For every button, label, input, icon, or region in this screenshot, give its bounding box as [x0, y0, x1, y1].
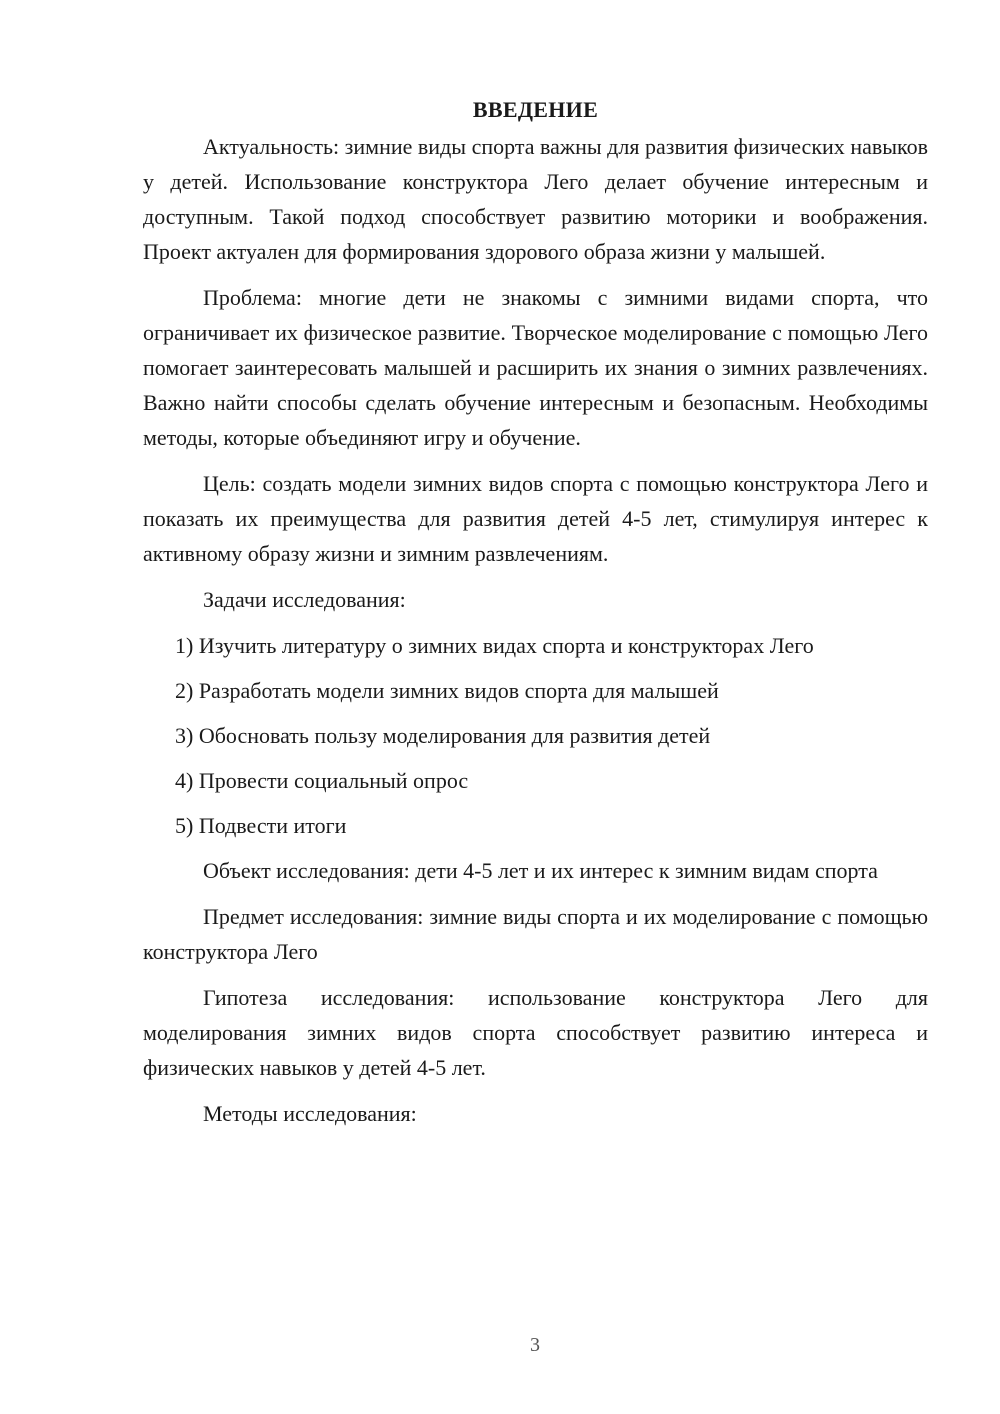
- task-item: 5) Подвести итоги: [175, 813, 347, 838]
- relevance-paragraph: Актуальность: зимние виды спорта важны для развития физических навыков у детей. Использование конструктора Лего делает обучение интересным и доступным. Такой подход способствует развитию моторики и воображения. Проект актуален для формирования здорового образа жизни у малышей.: [143, 134, 928, 264]
- object-paragraph: Объект исследования: дети 4-5 лет и их интерес к зимним видам спорта: [203, 858, 878, 883]
- page-number: 3: [530, 1334, 540, 1356]
- tasks-list: [143, 628, 928, 843]
- task-item: 2) Разработать модели зимних видов спорта для малышей: [175, 678, 719, 703]
- task-item: 3) Обосновать пользу моделирования для развития детей: [175, 723, 711, 748]
- subject-paragraph: Предмет исследования: зимние виды спорта и их моделирование с помощью конструктора Лего: [143, 904, 928, 964]
- document-page: [143, 95, 928, 1142]
- tasks-heading: Задачи исследования:: [203, 587, 406, 612]
- problem-paragraph: Проблема: многие дети не знакомы с зимними видами спорта, что ограничивает их физическое развитие. Творческое моделирование с помощью Лего помогает заинтересовать малышей и расширить их знания о зимних развлечениях. Важно найти способы сделать обучение интересным и безопасным. Необходимы методы, которые объединяют игру и обучение.: [143, 285, 928, 450]
- methods-heading: Методы исследования:: [203, 1101, 417, 1126]
- task-item: 4) Провести социальный опрос: [175, 768, 469, 793]
- document-title: ВВЕДЕНИЕ: [472, 97, 599, 122]
- goal-paragraph: Цель: создать модели зимних видов спорта с помощью конструктора Лего и показать их преимущества для развития детей 4-5 лет, стимулируя интерес к активному образу жизни и зимним развлечениям.: [143, 471, 928, 566]
- hypothesis-paragraph: Гипотеза исследования: использование конструктора Лего для моделирования зимних видов спорта способствует развитию интереса и физических навыков у детей 4-5 лет.: [143, 985, 928, 1080]
- task-item: 1) Изучить литературу о зимних видах спорта и конструкторах Лего: [175, 633, 814, 658]
